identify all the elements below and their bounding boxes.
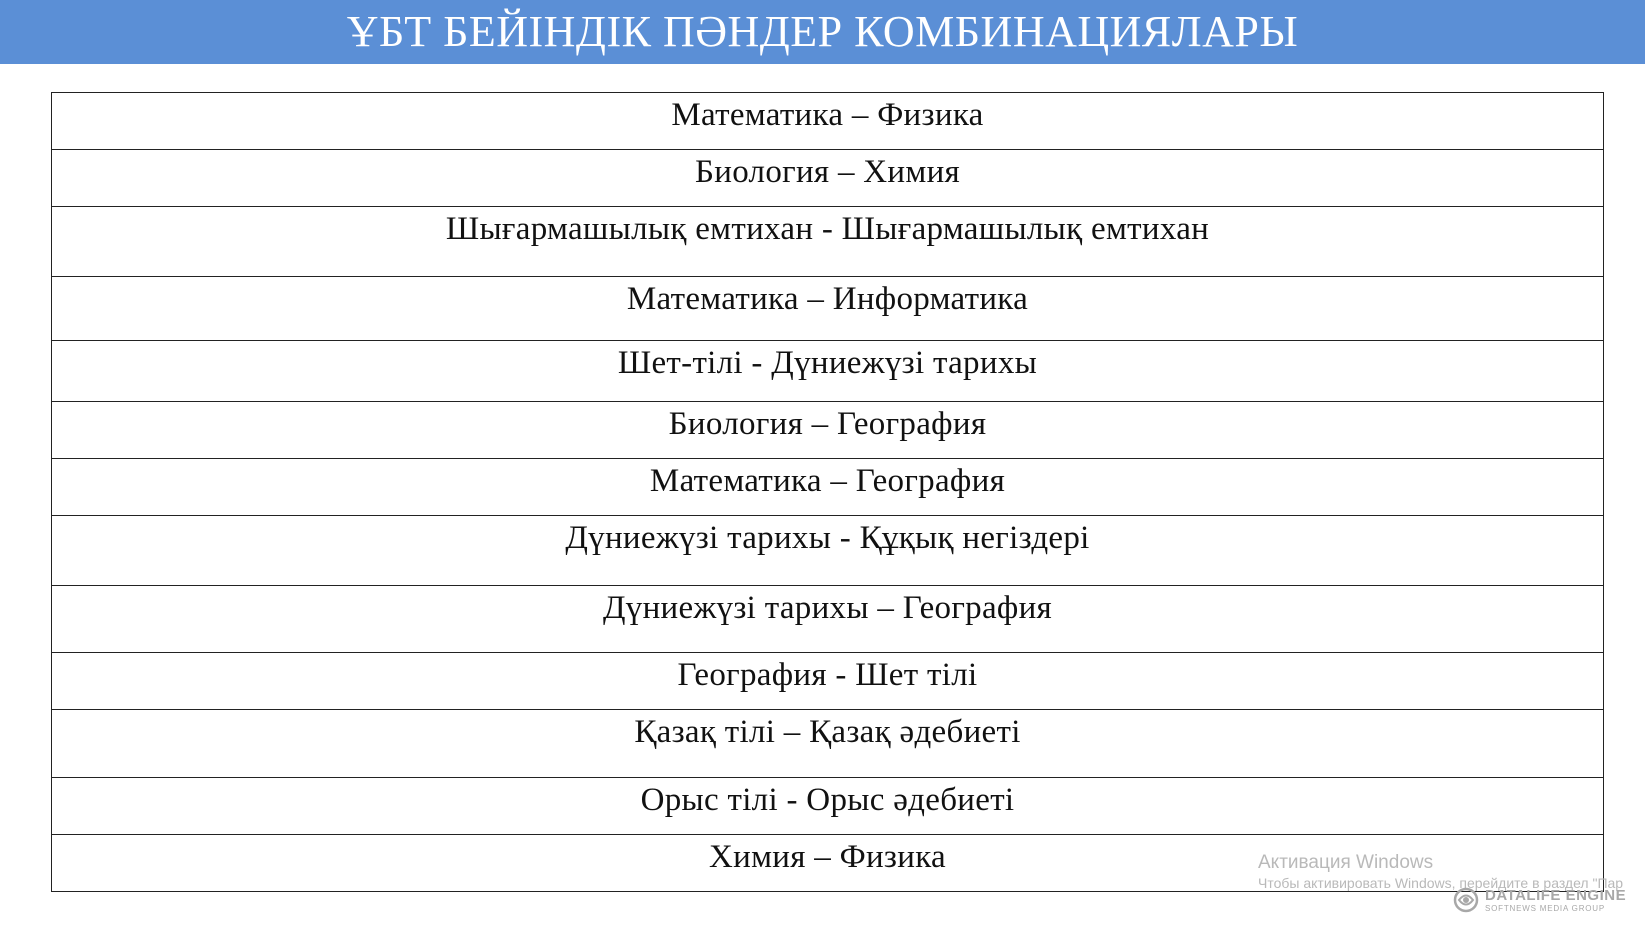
table-cell: Математика – Информатика (52, 277, 1604, 341)
table-row (52, 778, 1604, 835)
combinations-table (51, 92, 1604, 892)
table-row (52, 459, 1604, 516)
watermark-title: Активация Windows (1258, 852, 1434, 873)
table-cell: Дүниежүзі тарихы - Құқық негіздері (52, 516, 1604, 586)
table-cell: Орыс тілі - Орыс әдебиеті (52, 778, 1604, 835)
table-cell: Биология – География (52, 402, 1604, 459)
table-cell: Математика – География (52, 459, 1604, 516)
logo-text (1485, 888, 1626, 913)
table-row (52, 277, 1604, 341)
table-cell: Шет-тілі - Дүниежүзі тарихы (52, 341, 1604, 402)
table-cell: Биология – Химия (52, 150, 1604, 207)
table-cell: Химия – Физика (52, 835, 1604, 892)
header-bar (0, 0, 1645, 64)
table-cell: Математика – Физика (52, 93, 1604, 150)
logo-name: DATALIFE ENGINE (1485, 886, 1627, 904)
table-row (52, 150, 1604, 207)
table-cell: Шығармашылық емтихан - Шығармашылық емтихан (52, 207, 1604, 277)
watermark-subtitle: Чтобы активировать Windows, перейдите в раздел "Пар (1258, 874, 1624, 891)
table-row (52, 402, 1604, 459)
table-row (52, 653, 1604, 710)
table-row (52, 710, 1604, 778)
table-cell: Дүниежүзі тарихы – География (52, 586, 1604, 653)
table-row (52, 207, 1604, 277)
table-cell: Қазақ тілі – Қазақ әдебиеті (52, 710, 1604, 778)
table-row (52, 516, 1604, 586)
table-row (52, 341, 1604, 402)
logo-tagline: SOFTNEWS MEDIA GROUP (1485, 903, 1606, 913)
table-cell: География - Шет тілі (52, 653, 1604, 710)
table-row (52, 93, 1604, 150)
page-title: ҰБТ БЕЙІНДІК ПӘНДЕР КОМБИНАЦИЯЛАРЫ (346, 7, 1299, 56)
table-row (52, 586, 1604, 653)
datalife-engine-logo (1453, 887, 1626, 913)
datalife-engine-logo-icon (1453, 887, 1479, 913)
